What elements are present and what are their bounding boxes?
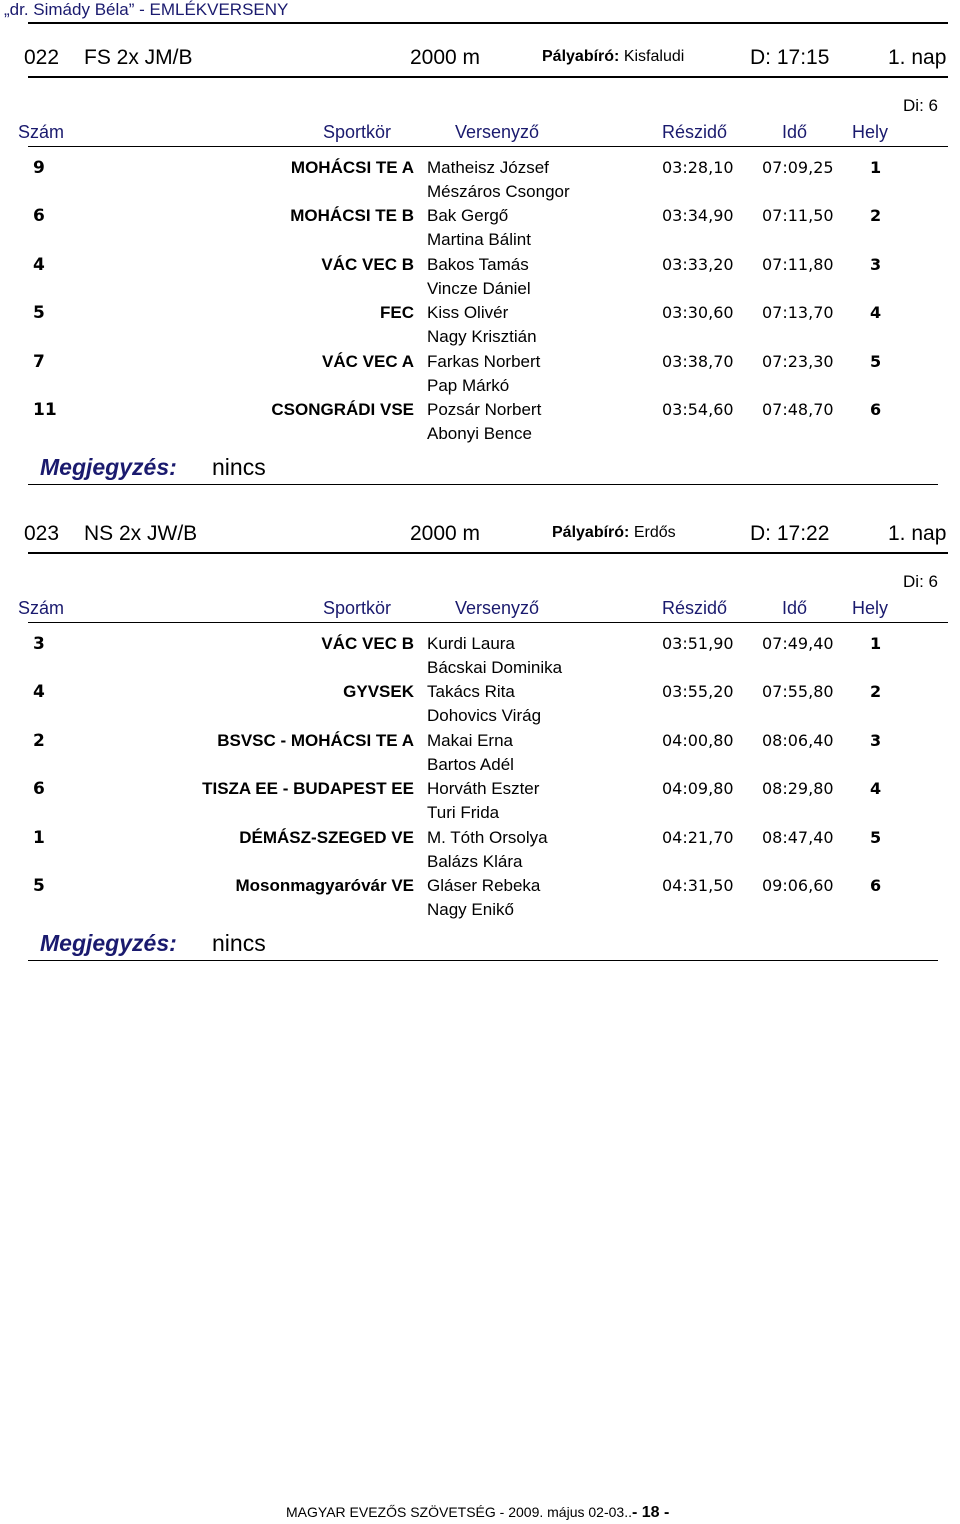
athlete-2: Turi Frida — [427, 803, 500, 822]
place: 5 — [870, 828, 882, 847]
remark — [40, 930, 266, 957]
footer-text: MAGYAR EVEZŐS SZÖVETSÉG - 2009. május 02-03.. — [286, 1504, 632, 1520]
athlete-1: Bak Gergő — [427, 206, 509, 225]
race-header — [0, 40, 960, 76]
split-time: 04:00,80 — [662, 731, 734, 750]
finish-time: 07:23,30 — [762, 352, 834, 371]
athlete-2: Dohovics Virág — [427, 706, 542, 725]
place: 5 — [870, 352, 882, 371]
club-name: MOHÁCSI TE A — [290, 158, 414, 177]
bow-number: 5 — [33, 876, 45, 896]
athlete-1: M. Tóth Orsolya — [427, 828, 548, 847]
race-di: Di: 6 — [903, 572, 938, 591]
col-num: Szám — [18, 598, 65, 618]
athlete-2: Balázs Klára — [427, 852, 523, 871]
place: 2 — [870, 206, 882, 225]
race-day: 1. nap — [888, 46, 947, 69]
table-row — [0, 390, 960, 443]
split-time: 03:51,90 — [662, 634, 734, 653]
club-name: TISZA EE - BUDAPEST EE — [202, 779, 414, 798]
finish-time: 07:11,80 — [762, 255, 834, 274]
col-split: Részidő — [662, 122, 728, 142]
finish-time: 08:47,40 — [762, 828, 834, 847]
col-club: Sportkör — [323, 122, 392, 142]
athlete-2: Nagy Enikő — [427, 900, 514, 919]
remark-value: nincs — [212, 930, 266, 956]
race-end-divider — [28, 484, 938, 485]
race-header-divider — [28, 552, 948, 554]
club-name: VÁC VEC B — [321, 634, 414, 653]
athlete-1: Takács Rita — [427, 682, 515, 701]
place: 6 — [870, 400, 882, 419]
place: 4 — [870, 303, 882, 322]
split-time: 03:33,20 — [662, 255, 734, 274]
club-name: BSVSC - MOHÁCSI TE A — [217, 731, 414, 750]
club-name: DÉMÁSZ-SZEGED VE — [239, 828, 414, 847]
race-referee — [552, 524, 676, 542]
column-headers — [0, 122, 960, 144]
referee-label: Pályabíró: — [542, 48, 620, 65]
race-header — [0, 516, 960, 552]
athlete-1: Pozsár Norbert — [427, 400, 542, 419]
table-row — [0, 148, 960, 201]
place: 4 — [870, 779, 882, 798]
bow-number: 6 — [33, 779, 45, 799]
bow-number: 11 — [33, 400, 57, 420]
race-name: FS 2x JM/B — [84, 46, 193, 69]
athlete-2: Martina Bálint — [427, 230, 531, 249]
place: 6 — [870, 876, 882, 895]
table-row — [0, 866, 960, 919]
finish-time: 07:09,25 — [762, 158, 834, 177]
table-row — [0, 245, 960, 298]
athlete-1: Kiss Olivér — [427, 303, 509, 322]
page-footer — [286, 1504, 669, 1522]
athlete-1: Farkas Norbert — [427, 352, 541, 371]
col-club: Sportkör — [323, 598, 392, 618]
club-name: VÁC VEC A — [322, 352, 414, 371]
split-time: 04:21,70 — [662, 828, 734, 847]
table-row — [0, 196, 960, 249]
bow-number: 4 — [33, 682, 45, 702]
page-header-title: „dr. Simády Béla” - EMLÉKVERSENY — [4, 0, 289, 19]
race-distance: 2000 m — [410, 46, 481, 69]
race-day: 1. nap — [888, 522, 947, 545]
table-row — [0, 293, 960, 346]
place: 1 — [870, 158, 882, 177]
table-row — [0, 721, 960, 774]
club-name: CSONGRÁDI VSE — [271, 400, 414, 419]
finish-time: 07:55,80 — [762, 682, 834, 701]
table-row — [0, 342, 960, 395]
club-name: Mosonmagyaróvár VE — [235, 876, 414, 895]
col-place: Hely — [852, 122, 889, 142]
split-time: 04:31,50 — [662, 876, 734, 895]
club-name: VÁC VEC B — [321, 255, 414, 274]
race-di: Di: 6 — [903, 96, 938, 115]
race-name: NS 2x JW/B — [84, 522, 198, 545]
referee-name: Erdős — [633, 524, 676, 541]
finish-time: 07:48,70 — [762, 400, 834, 419]
split-time: 03:54,60 — [662, 400, 734, 419]
athlete-1: Horváth Eszter — [427, 779, 540, 798]
athlete-2: Mészáros Csongor — [427, 182, 570, 201]
athlete-1: Bakos Tamás — [427, 255, 529, 274]
athlete-2: Bartos Adél — [427, 755, 514, 774]
place: 2 — [870, 682, 882, 701]
race-referee — [542, 48, 684, 66]
remark-value: nincs — [212, 454, 266, 480]
race-header-divider — [28, 76, 948, 78]
col-time: Idő — [782, 598, 808, 618]
finish-time: 07:11,50 — [762, 206, 834, 225]
column-header-divider — [28, 622, 948, 623]
finish-time: 08:06,40 — [762, 731, 834, 750]
athlete-2: Bácskai Dominika — [427, 658, 563, 677]
athlete-2: Nagy Krisztián — [427, 327, 537, 346]
finish-time: 07:49,40 — [762, 634, 834, 653]
athlete-1: Kurdi Laura — [427, 634, 515, 653]
club-name: MOHÁCSI TE B — [290, 206, 414, 225]
bow-number: 1 — [33, 828, 45, 848]
page-number: - 18 - — [631, 1504, 670, 1521]
race-start-time: D: 17:22 — [750, 522, 830, 545]
col-split: Részidő — [662, 598, 728, 618]
table-row — [0, 818, 960, 871]
athlete-1: Matheisz József — [427, 158, 549, 177]
split-time: 03:30,60 — [662, 303, 734, 322]
club-name: GYVSEK — [343, 682, 414, 701]
athlete-2: Pap Márkó — [427, 376, 510, 395]
column-headers — [0, 598, 960, 620]
finish-time: 08:29,80 — [762, 779, 834, 798]
race-code: 023 — [24, 522, 60, 545]
bow-number: 6 — [33, 206, 45, 226]
remark-label: Megjegyzés: — [40, 930, 177, 956]
remark — [40, 454, 266, 481]
split-time: 03:28,10 — [662, 158, 734, 177]
split-time: 03:55,20 — [662, 682, 734, 701]
race-end-divider — [28, 960, 938, 961]
bow-number: 7 — [33, 352, 45, 372]
bow-number: 4 — [33, 255, 45, 275]
place: 3 — [870, 731, 882, 750]
col-place: Hely — [852, 598, 889, 618]
race-code: 022 — [24, 46, 60, 69]
athlete-1: Gláser Rebeka — [427, 876, 541, 895]
column-header-divider — [28, 146, 948, 147]
referee-label: Pályabíró: — [552, 524, 630, 541]
race-distance: 2000 m — [410, 522, 481, 545]
table-row — [0, 769, 960, 822]
bow-number: 2 — [33, 731, 45, 751]
referee-name: Kisfaludi — [623, 48, 685, 65]
race-start-time: D: 17:15 — [750, 46, 830, 69]
table-row — [0, 624, 960, 677]
bow-number: 5 — [33, 303, 45, 323]
place: 3 — [870, 255, 882, 274]
bow-number: 3 — [33, 634, 45, 654]
athlete-1: Makai Erna — [427, 731, 513, 750]
athlete-2: Abonyi Bence — [427, 424, 532, 443]
col-num: Szám — [18, 122, 65, 142]
col-athletes: Versenyző — [455, 598, 540, 618]
split-time: 03:38,70 — [662, 352, 734, 371]
col-athletes: Versenyző — [455, 122, 540, 142]
remark-label: Megjegyzés: — [40, 454, 177, 480]
place: 1 — [870, 634, 882, 653]
athlete-2: Vincze Dániel — [427, 279, 531, 298]
finish-time: 07:13,70 — [762, 303, 834, 322]
split-time: 03:34,90 — [662, 206, 734, 225]
bow-number: 9 — [33, 158, 45, 178]
split-time: 04:09,80 — [662, 779, 734, 798]
club-name: FEC — [380, 303, 414, 322]
table-row — [0, 672, 960, 725]
finish-time: 09:06,60 — [762, 876, 834, 895]
header-divider — [28, 22, 948, 24]
col-time: Idő — [782, 122, 808, 142]
